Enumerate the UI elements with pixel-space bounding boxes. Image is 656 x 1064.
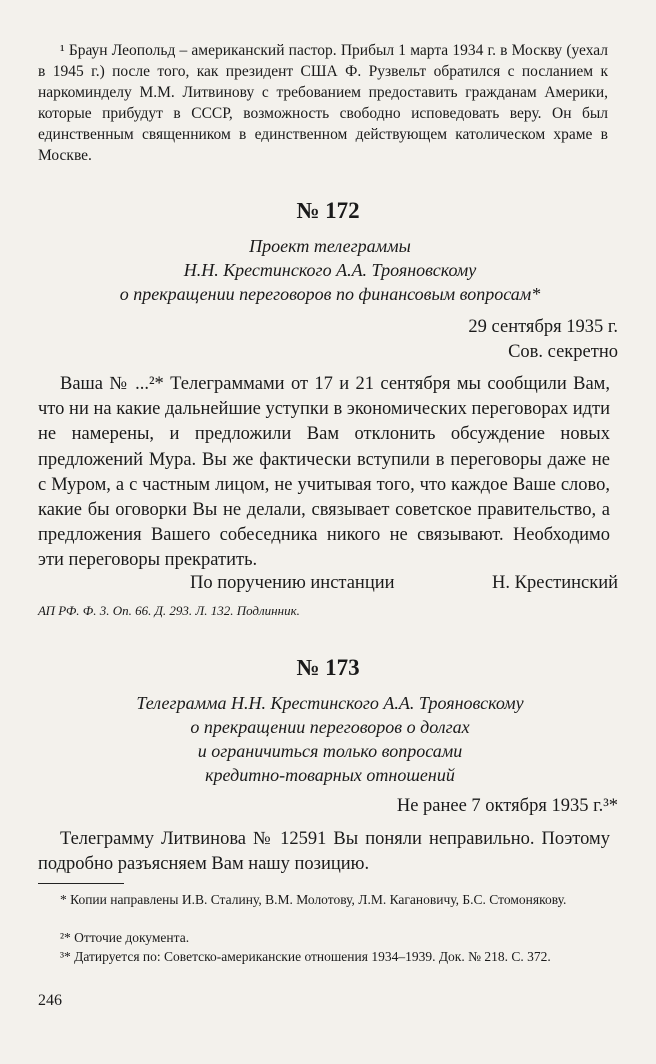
page-number: 246: [38, 992, 62, 1009]
document-date-172: 29 сентября 1935 г.: [468, 317, 618, 337]
footnote-ellipsis: ²* Отточие документа.: [60, 930, 190, 945]
document-title-172-line2: Н.Н. Крестинского А.А. Трояновскому: [183, 260, 477, 280]
footnote-top: ¹ Браун Леопольд – американский пастор. Прибыл 1 марта 1934 г. в Москву (уехал в 1945 г.) после того, как президент США Ф. Рузвельт обратился с посланием к наркоминделу М.М. Литвинову с требованием предоставить гражданам Америки, которые прибудут в СССР, возможность свободно исповедовать веру. Он был единственным священником в единственном действующем католическом храме в Москве.: [38, 42, 608, 164]
classification-stamp: Сов. секретно: [508, 342, 618, 362]
signature-authority: По поручению инстанции: [190, 573, 395, 593]
footnote-copies: * Копии направлены И.В. Сталину, В.М. Молотову, Л.М. Кагановичу, Б.С. Стомонякову.: [60, 892, 567, 907]
document-title-172-line1: Проект телеграммы: [249, 236, 411, 256]
document-title-173-line4: кредитно-товарных отношений: [205, 765, 455, 785]
document-title-172-line3: о прекращении переговоров по финансовым вопросам*: [119, 284, 541, 304]
document-number-173: № 173: [296, 655, 360, 680]
archive-reference: АП РФ. Ф. 3. Оп. 66. Д. 293. Л. 132. Подлинник.: [38, 603, 300, 618]
footnote-dating: ³* Датируется по: Советско-американские отношения 1934–1939. Док. № 218. С. 372.: [60, 949, 551, 964]
document-body-173: Телеграмму Литвинова № 12591 Вы поняли неправильно. Поэтому подробно разъясняем Вам нашу позицию.: [38, 829, 610, 875]
document-title-173-line2: о прекращении переговоров о долгах: [190, 717, 470, 737]
document-date-173: Не ранее 7 октября 1935 г.³*: [396, 796, 618, 816]
document-number-172: № 172: [296, 198, 360, 223]
document-body-172: Ваша № ...²* Телеграммами от 17 и 21 сентября мы сообщили Вам, что ни на какие дальнейшие уступки в экономических переговорах идти не намерены, и предложили Вам отклонить обсуждение новых предложений Мура. Вы же фактически вступили в переговоры даже не с Муром, а с частным лицом, не учитывая того, что каждое Ваше слово, какие бы оговорки Вы не делали, связывает советское правительство, а предложения Вашего собеседника никого не связывают. Необходимо эти переговоры прекратить.: [38, 374, 610, 571]
signature-name: Н. Крестинский: [492, 573, 618, 593]
document-title-173-line3: и ограничиться только вопросами: [197, 741, 463, 761]
document-title-173-line1: Телеграмма Н.Н. Крестинского А.А. Трояновскому: [136, 693, 524, 713]
footnote-divider: [38, 883, 124, 884]
